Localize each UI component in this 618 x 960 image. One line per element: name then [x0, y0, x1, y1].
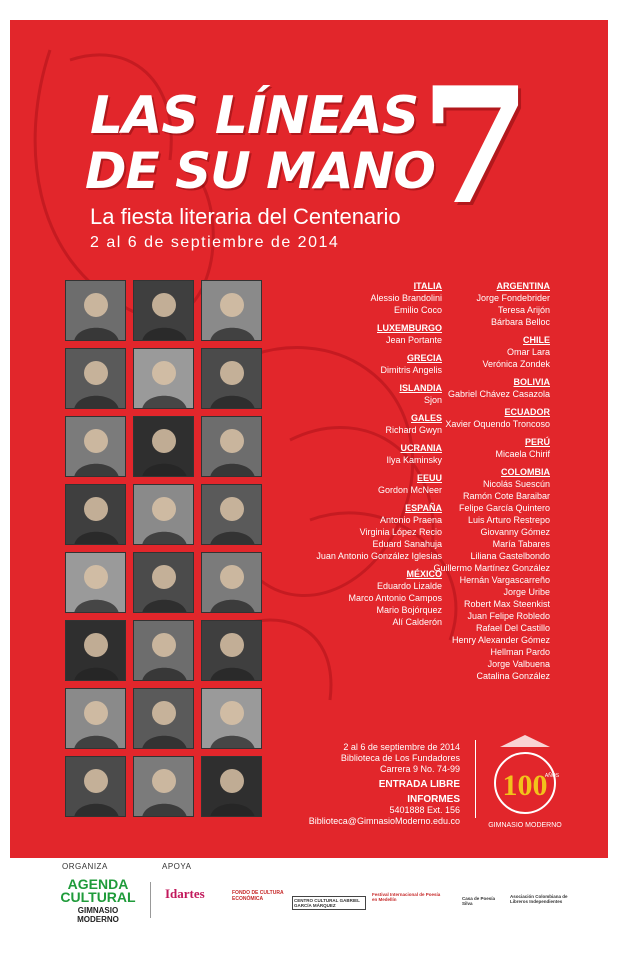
sponsor-centro-cultural: CENTRO CULTURAL GABRIEL GARCÍA MÁRQUEZ: [292, 896, 366, 910]
author-portrait: [201, 280, 262, 341]
author-name: Emilio Coco: [393, 305, 442, 315]
author-name: Gabriel Chávez Casazola: [447, 389, 550, 399]
agenda-cultural-logo: [58, 878, 138, 924]
sponsor-fce: FONDO DE CULTURA ECONÓMICA: [232, 890, 284, 902]
country-heading: COLOMBIA: [501, 467, 550, 477]
info-venue: Biblioteca de Los Fundadores: [340, 753, 460, 763]
info-dates: 2 al 6 de septiembre de 2014: [343, 742, 460, 752]
country-heading: GALES: [410, 413, 442, 423]
author-portrait: [133, 416, 194, 477]
footer-organiza: ORGANIZA: [62, 862, 108, 871]
author-portrait: [65, 280, 126, 341]
author-name: Eduardo Lizalde: [376, 581, 442, 591]
author-portrait: [65, 348, 126, 409]
author-name: Mario Bojórquez: [376, 605, 442, 615]
info-address: Carrera 9 No. 74-99: [379, 764, 460, 774]
country-heading: ARGENTINA: [496, 281, 550, 291]
author-name: Jorge Fondebrider: [476, 293, 550, 303]
poster-title-line1: LAS LÍNEAS: [90, 86, 419, 146]
country-heading: PERÚ: [524, 437, 550, 447]
centenary-badge: [480, 725, 570, 835]
poster-dates: 2 al 6 de septiembre de 2014: [90, 234, 340, 251]
info-phone: 5401888 Ext. 156: [389, 805, 460, 815]
author-name: Sjon: [423, 395, 442, 405]
author-name: Gordon McNeer: [377, 485, 442, 495]
author-name: Robert Max Steenkist: [463, 599, 550, 609]
author-portrait: [65, 416, 126, 477]
badge-school: GIMNASIO MODERNO: [488, 822, 562, 829]
author-name: Teresa Arijón: [497, 305, 550, 315]
author-portrait: [65, 484, 126, 545]
country-heading: ECUADOR: [504, 407, 550, 417]
author-portrait: [201, 620, 262, 681]
author-name: Felipe García Quintero: [458, 503, 550, 513]
poster-title-line2: DE SU MANO: [85, 142, 435, 200]
author-name: Micaela Chirif: [495, 449, 550, 459]
author-portrait: [65, 552, 126, 613]
badge-small: AÑOS: [544, 773, 560, 779]
author-name: Giovanny Gómez: [480, 527, 550, 537]
author-name: Antonio Praena: [379, 515, 442, 525]
event-info: [260, 742, 460, 827]
author-name: Jean Portante: [385, 335, 442, 345]
footer-divider: [150, 882, 151, 918]
info-divider: [475, 740, 476, 818]
badge-number: 100: [502, 769, 548, 802]
author-name: Ramón Cote Baraibar: [462, 491, 550, 501]
author-portrait: [133, 688, 194, 749]
sponsor-casa-poesia: Casa de Poesía Silva: [462, 896, 496, 906]
agenda-line2: CULTURAL: [60, 889, 136, 905]
author-portrait: [65, 756, 126, 817]
agenda-line3: GIMNASIO MODERNO: [77, 906, 119, 924]
author-portrait: [201, 688, 262, 749]
edition-number: 7: [420, 52, 532, 240]
country-heading: ISLANDIA: [399, 383, 442, 393]
info-email[interactable]: Biblioteca@GimnasioModerno.edu.co: [308, 816, 460, 826]
sponsor-festival: Festival Internacional de Poesía en Medellín: [372, 892, 441, 902]
author-name: Jorge Uribe: [503, 587, 550, 597]
author-name: María Tabares: [492, 539, 550, 549]
author-name: Luis Arturo Restrepo: [467, 515, 550, 525]
author-name: Nicolás Suescún: [482, 479, 550, 489]
author-name: Virginia López Recio: [359, 527, 442, 537]
country-heading: ESPAÑA: [405, 503, 442, 513]
author-portrait: [133, 552, 194, 613]
author-portrait: [65, 620, 126, 681]
author-name: Alessio Brandolini: [370, 293, 442, 303]
author-name: Ilya Kaminsky: [386, 455, 442, 465]
author-name: Jorge Valbuena: [487, 659, 550, 669]
poster: [10, 20, 608, 858]
sponsor-libreros: Asociación Colombiana de Libreros Independientes: [510, 894, 568, 904]
country-heading: LUXEMBURGO: [377, 323, 442, 333]
country-heading: UCRANIA: [400, 443, 442, 453]
info-entry: ENTRADA LIBRE: [378, 779, 460, 790]
author-portrait: [65, 688, 126, 749]
author-portrait: [201, 552, 262, 613]
author-name: Richard Gwyn: [385, 425, 442, 435]
author-name: Marco Antonio Campos: [348, 593, 442, 603]
info-label: INFORMES: [407, 794, 460, 805]
author-portrait: [133, 348, 194, 409]
author-name: Hellman Pardo: [490, 647, 550, 657]
author-portrait: [133, 484, 194, 545]
author-name: Hernán Vargascarreño: [459, 575, 550, 585]
author-portrait: [133, 756, 194, 817]
agenda-line1: AGENDA: [67, 876, 129, 892]
country-heading: EEUU: [416, 473, 442, 483]
footer-apoya: APOYA: [162, 862, 192, 871]
country-heading: BOLIVIA: [513, 377, 550, 387]
author-list-right: [390, 280, 550, 682]
country-heading: ITALIA: [413, 281, 442, 291]
author-name: Eduard Sanahuja: [372, 539, 442, 549]
author-portrait: [201, 484, 262, 545]
author-name: Xavier Oquendo Troncoso: [445, 419, 550, 429]
author-name: Juan Antonio González Iglesias: [316, 551, 442, 561]
author-portrait: [201, 348, 262, 409]
author-name: Henry Alexander Gómez: [451, 635, 550, 645]
poster-subtitle: La fiesta literaria del Centenario: [90, 204, 401, 229]
author-portrait: [201, 756, 262, 817]
author-name: Bárbara Belloc: [490, 317, 550, 327]
author-name: Liliana Gastelbondo: [470, 551, 550, 561]
author-name: Guillermo Martínez González: [433, 563, 550, 573]
country-heading: CHILE: [523, 335, 550, 345]
author-name: Omar Lara: [506, 347, 550, 357]
sponsor-idartes: Idartes: [165, 886, 205, 901]
country-heading: MÉXICO: [406, 569, 442, 579]
author-name: Juan Felipe Robledo: [467, 611, 550, 621]
author-portrait: [201, 416, 262, 477]
country-heading: GRECIA: [406, 353, 442, 363]
author-portrait: [133, 620, 194, 681]
author-name: Dimitris Angelis: [380, 365, 442, 375]
author-name: Alí Calderón: [392, 617, 442, 627]
author-portrait: [133, 280, 194, 341]
author-name: Catalina González: [476, 671, 550, 681]
author-name: Verónica Zondek: [482, 359, 550, 369]
author-name: Rafael Del Castillo: [475, 623, 550, 633]
